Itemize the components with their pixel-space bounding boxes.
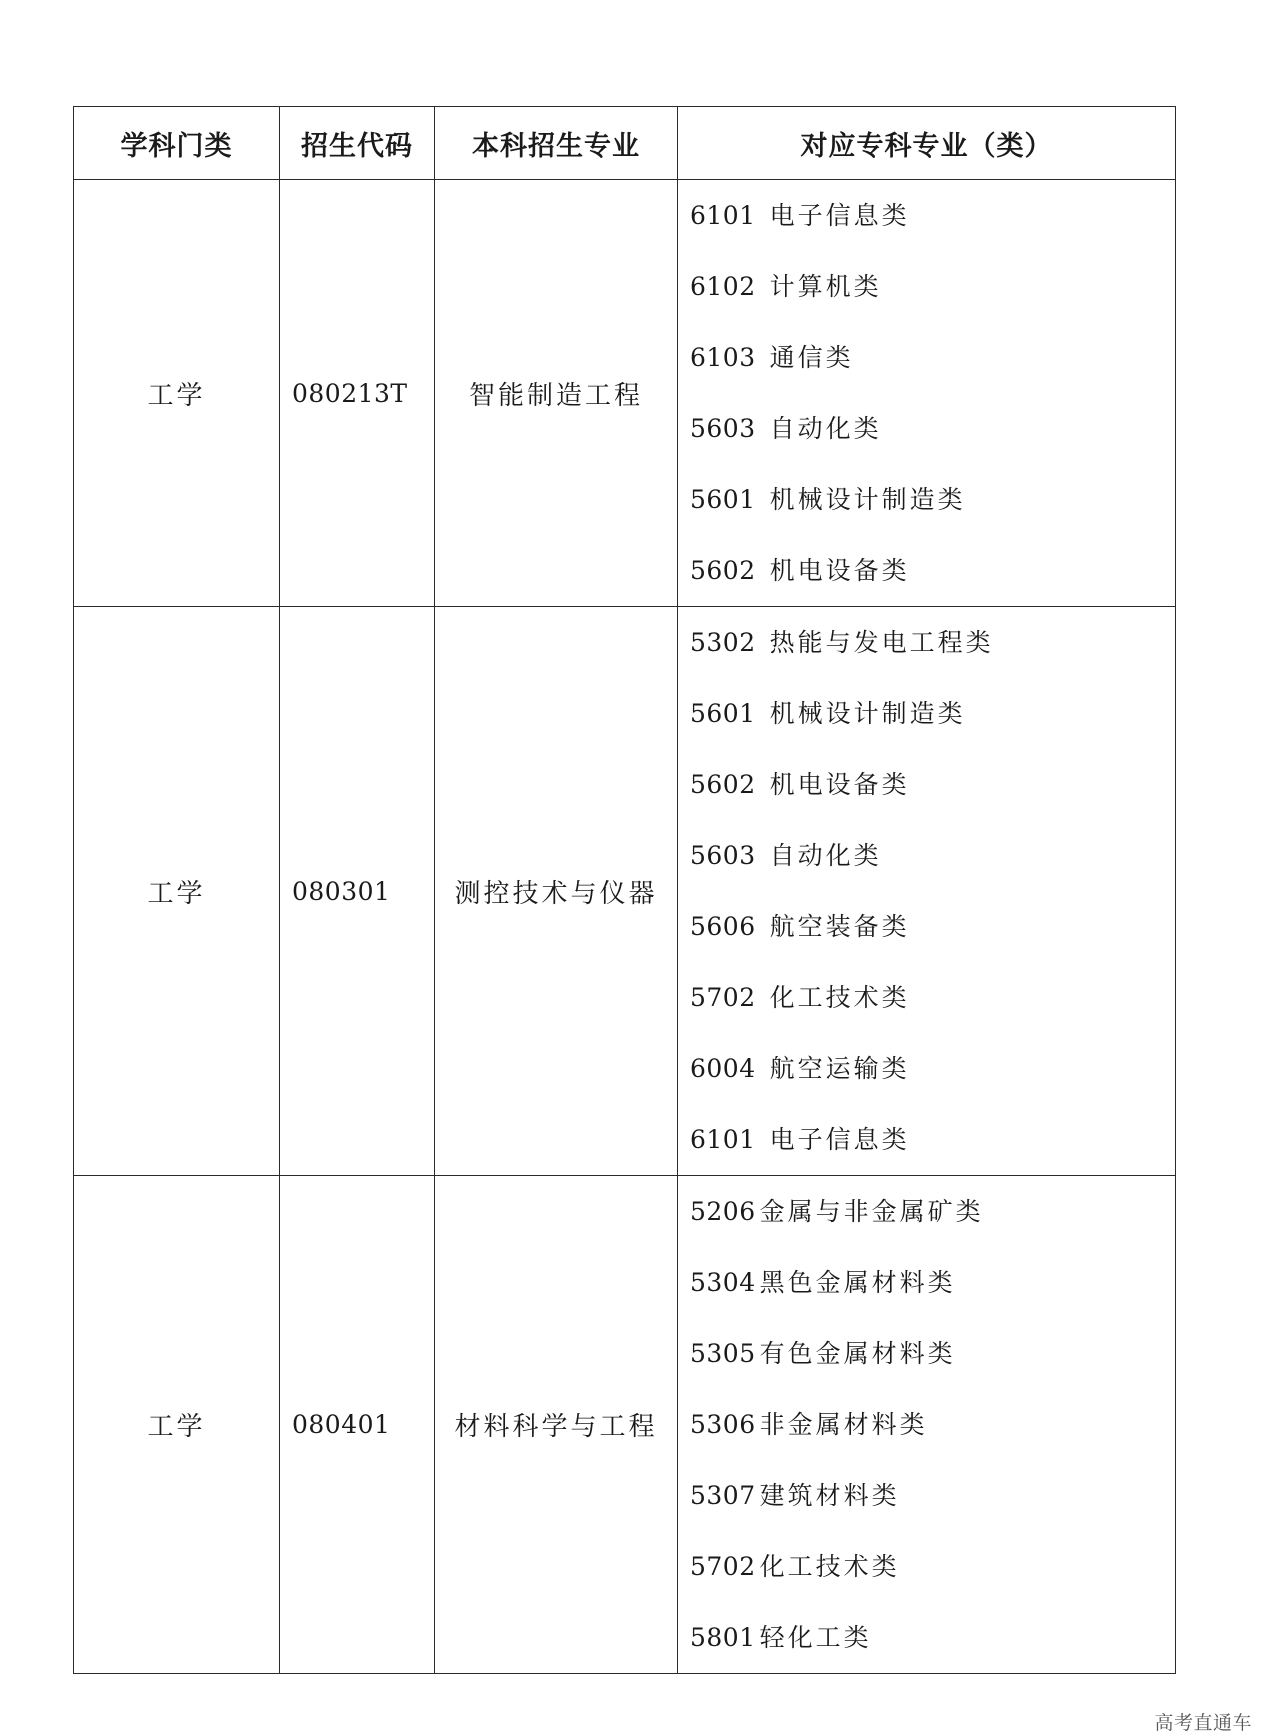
- specialty-name: 热能与发电工程类: [769, 628, 994, 657]
- specialty-item: [690, 749, 1175, 820]
- specialty-name: 机电设备类: [769, 770, 910, 799]
- specialty-item: [690, 1033, 1175, 1104]
- row-category: 工学: [74, 180, 280, 607]
- row-specialties: [678, 607, 1176, 1176]
- specialty-code: 5702: [690, 1552, 756, 1581]
- specialty-code: 5702: [690, 983, 756, 1012]
- row-code: 080401: [280, 1176, 435, 1674]
- header-code: 招生代码: [280, 107, 435, 180]
- specialty-item: [690, 1602, 1175, 1673]
- specialty-item: [690, 1531, 1175, 1602]
- specialty-item: [690, 1460, 1175, 1531]
- row-major: 材料科学与工程: [435, 1176, 678, 1674]
- specialty-item: [690, 1247, 1175, 1318]
- row-category: 工学: [74, 1176, 280, 1674]
- specialty-code: 6004: [690, 1054, 756, 1083]
- specialty-code: 6101: [690, 1125, 756, 1154]
- specialty-list: [678, 180, 1175, 606]
- specialty-item: [690, 180, 1175, 251]
- specialty-name: 轻化工类: [759, 1623, 872, 1652]
- specialty-mapping-table: [73, 106, 1176, 1674]
- specialty-code: 5602: [690, 770, 756, 799]
- specialty-item: [690, 1104, 1175, 1175]
- specialty-code: 5603: [690, 414, 756, 443]
- specialty-name: 通信类: [769, 343, 854, 372]
- specialty-name: 机电设备类: [769, 556, 910, 585]
- specialty-name: 航空运输类: [769, 1054, 910, 1083]
- row-code: 080301: [280, 607, 435, 1176]
- specialty-item: [690, 820, 1175, 891]
- table-row: [74, 607, 1176, 1176]
- specialty-item: [690, 678, 1175, 749]
- row-specialties: [678, 180, 1176, 607]
- specialty-code: 5601: [690, 699, 756, 728]
- specialty-name: 建筑材料类: [759, 1481, 900, 1510]
- header-category: 学科门类: [74, 107, 280, 180]
- specialty-name: 金属与非金属矿类: [759, 1197, 984, 1226]
- table-header-row: [74, 107, 1176, 180]
- specialty-name: 航空装备类: [769, 912, 910, 941]
- specialty-item: [690, 322, 1175, 393]
- specialty-item: [690, 251, 1175, 322]
- row-major: 测控技术与仪器: [435, 607, 678, 1176]
- row-specialties: [678, 1176, 1176, 1674]
- row-code: 080213T: [280, 180, 435, 607]
- specialty-name: 化工技术类: [769, 983, 910, 1012]
- header-specialty: 对应专科专业（类）: [678, 107, 1176, 180]
- specialty-item: [690, 1389, 1175, 1460]
- specialty-item: [690, 891, 1175, 962]
- specialty-name: 自动化类: [769, 841, 882, 870]
- specialty-code: 6101: [690, 201, 756, 230]
- specialty-name: 有色金属材料类: [759, 1339, 956, 1368]
- specialty-item: [690, 607, 1175, 678]
- specialty-list: [678, 607, 1175, 1175]
- specialty-name: 机械设计制造类: [769, 485, 966, 514]
- specialty-name: 电子信息类: [769, 1125, 910, 1154]
- specialty-code: 5206: [690, 1197, 756, 1226]
- specialty-code: 5601: [690, 485, 756, 514]
- specialty-list: [678, 1176, 1175, 1673]
- specialty-name: 计算机类: [769, 272, 882, 301]
- header-major: 本科招生专业: [435, 107, 678, 180]
- specialty-name: 黑色金属材料类: [759, 1268, 956, 1297]
- specialty-name: 化工技术类: [759, 1552, 900, 1581]
- specialty-item: [690, 1318, 1175, 1389]
- specialty-name: 电子信息类: [769, 201, 910, 230]
- row-major: 智能制造工程: [435, 180, 678, 607]
- specialty-code: 5603: [690, 841, 756, 870]
- specialty-item: [690, 464, 1175, 535]
- watermark-text: 高考直通车: [1154, 1712, 1252, 1734]
- specialty-code: 5307: [690, 1481, 756, 1510]
- specialty-item: [690, 962, 1175, 1033]
- specialty-code: 5305: [690, 1339, 756, 1368]
- specialty-item: [690, 393, 1175, 464]
- specialty-code: 5304: [690, 1268, 756, 1297]
- table-row: [74, 1176, 1176, 1674]
- specialty-item: [690, 1176, 1175, 1247]
- table-row: [74, 180, 1176, 607]
- specialty-name: 机械设计制造类: [769, 699, 966, 728]
- specialty-code: 5606: [690, 912, 756, 941]
- specialty-code: 6103: [690, 343, 756, 372]
- specialty-code: 5302: [690, 628, 756, 657]
- specialty-code: 5602: [690, 556, 756, 585]
- specialty-name: 自动化类: [769, 414, 882, 443]
- specialty-name: 非金属材料类: [759, 1410, 928, 1439]
- row-category: 工学: [74, 607, 280, 1176]
- specialty-code: 5306: [690, 1410, 756, 1439]
- specialty-item: [690, 535, 1175, 606]
- specialty-code: 6102: [690, 272, 756, 301]
- specialty-code: 5801: [690, 1623, 756, 1652]
